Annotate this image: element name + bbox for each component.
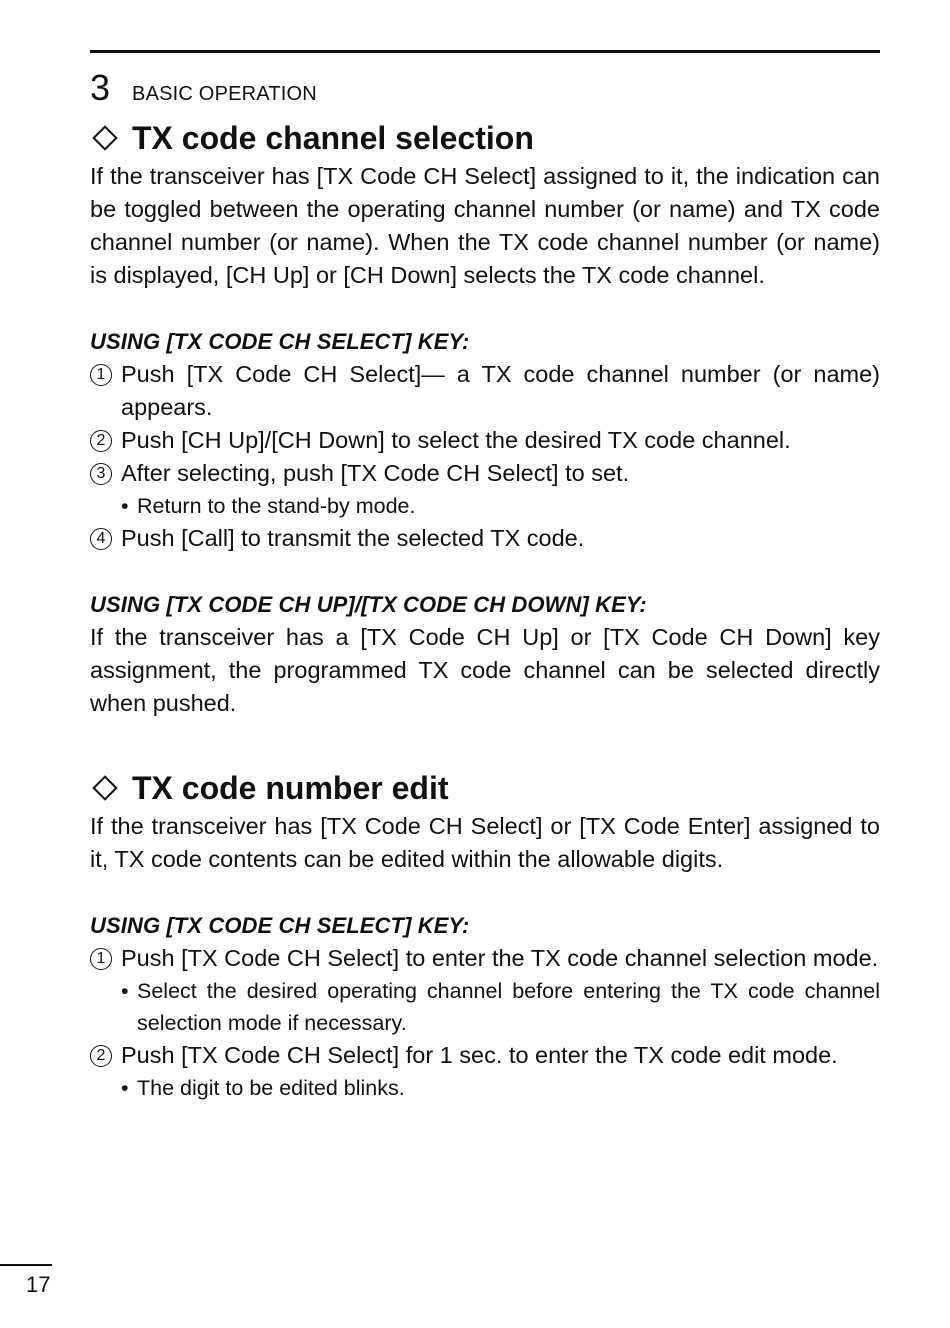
section-heading-tx-code-number-edit xyxy=(90,766,880,810)
step-item xyxy=(90,424,880,457)
step-text: Push [CH Up]/[CH Down] to select the desired TX code channel. xyxy=(121,427,791,453)
step-item xyxy=(90,942,880,975)
step-text: After selecting, push [TX Code CH Select] to set. xyxy=(121,460,630,486)
step-note-text: Return to the stand-by mode. xyxy=(137,494,416,518)
step-text: Push [Call] to transmit the selected TX code. xyxy=(121,525,585,551)
diamond-icon xyxy=(92,125,117,150)
subheading-tx-code-ch-select-key: USING [TX CODE CH SELECT] KEY: xyxy=(90,329,470,354)
step-note xyxy=(90,1072,880,1104)
top-rule xyxy=(90,50,880,53)
step-note-text: The digit to be edited blinks. xyxy=(137,1076,405,1100)
section-intro: If the transceiver has [TX Code CH Select] assigned to it, the indication can be toggled between the operating channel number (or name) and TX code channel number (or name). When the TX code channel number (or name) is displayed, [CH Up] or [CH Down] selects the TX code channel. xyxy=(90,163,880,288)
diamond-icon xyxy=(92,775,117,800)
bullet-icon: • xyxy=(121,1076,129,1100)
bullet-icon: • xyxy=(121,494,129,518)
step-number: 2 xyxy=(90,1045,112,1067)
step-note-text: Select the desired operating channel before entering the TX code channel selection mode if necessary. xyxy=(137,979,880,1035)
step-number: 3 xyxy=(90,463,112,485)
section-title: TX code channel selection xyxy=(132,120,534,156)
section-intro: If the transceiver has [TX Code CH Select] or [TX Code Enter] assigned to it, TX code contents can be edited within the allowable digits. xyxy=(90,813,880,872)
step-number: 2 xyxy=(90,430,112,452)
step-note xyxy=(90,975,880,1039)
step-number: 1 xyxy=(90,364,112,386)
page-number: 17 xyxy=(26,1272,51,1297)
step-text: Push [TX Code CH Select]— a TX code channel number (or name) appears. xyxy=(121,361,880,420)
step-number: 1 xyxy=(90,948,112,970)
step-number: 4 xyxy=(90,528,112,550)
page-number-rule xyxy=(0,1264,52,1266)
subheading-tx-code-ch-up-down-key: USING [TX CODE CH UP]/[TX CODE CH DOWN] KEY: xyxy=(90,592,647,617)
chapter-number: 3 xyxy=(90,67,111,108)
section-heading-tx-code-channel-selection xyxy=(90,116,880,160)
step-text: Push [TX Code CH Select] to enter the TX code channel selection mode. xyxy=(121,945,879,971)
page-content xyxy=(90,116,880,1104)
chapter-title: BASIC OPERATION xyxy=(132,83,317,105)
step-item xyxy=(90,522,880,555)
section-title: TX code number edit xyxy=(132,770,449,806)
bullet-icon: • xyxy=(121,979,129,1003)
chapter-header xyxy=(90,66,317,110)
step-item xyxy=(90,1039,880,1072)
step-text: Push [TX Code CH Select] for 1 sec. to enter the TX code edit mode. xyxy=(121,1042,838,1068)
step-note xyxy=(90,490,880,522)
step-item xyxy=(90,457,880,490)
sub-paragraph: If the transceiver has a [TX Code CH Up] or [TX Code CH Down] key assignment, the programmed TX code channel can be selected directly when pushed. xyxy=(90,624,880,716)
subheading-tx-code-ch-select-key: USING [TX CODE CH SELECT] KEY: xyxy=(90,913,470,938)
step-item xyxy=(90,358,880,424)
